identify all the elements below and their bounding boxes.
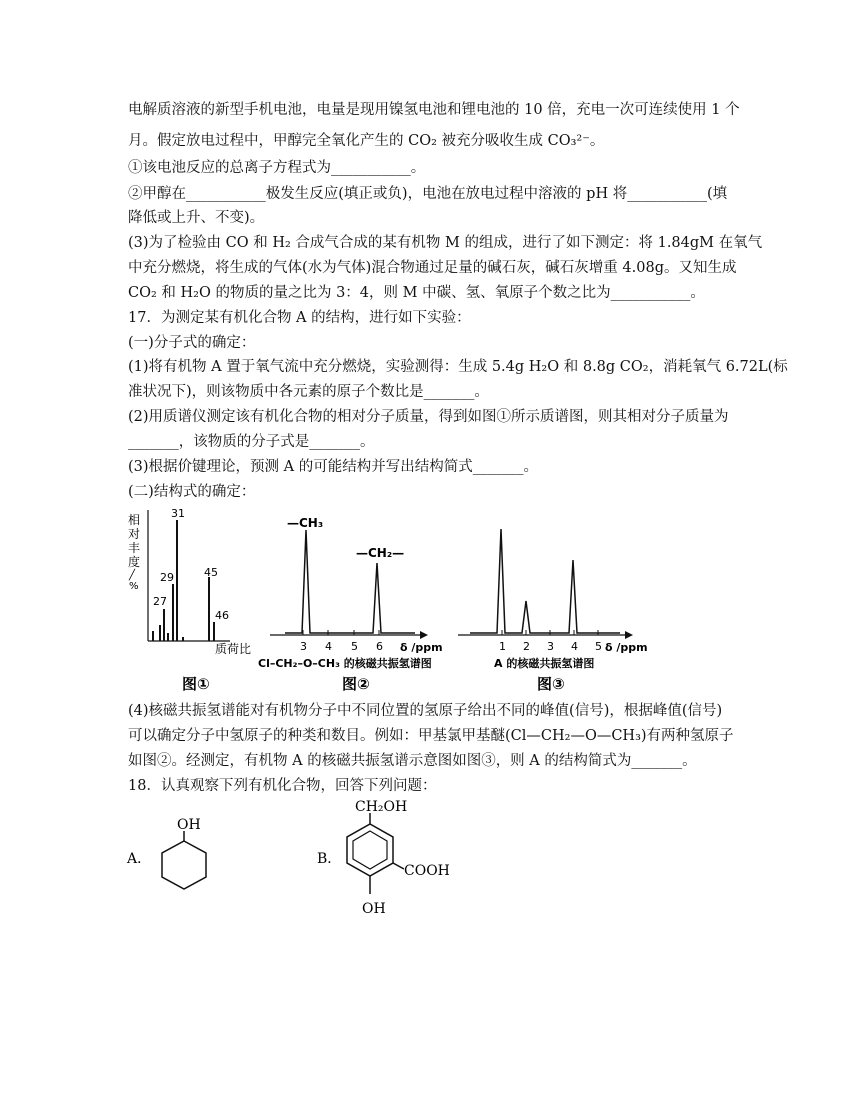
tick-label: 4 [325, 640, 332, 653]
figure-subtitle: Cl–CH₂–O–CH₃ 的核磁共振氢谱图 [258, 657, 432, 670]
text-line: 如图②。经测定，有机物 A 的核磁共振氢谱示意图如图③，则 A 的结构简式为_______。 [128, 753, 697, 769]
molecule-a [126, 817, 206, 889]
tick-label: 6 [376, 640, 383, 653]
text-line: (4)核磁共振氢谱能对有机物分子中不同位置的氢原子给出不同的峰值(信号)，根据峰值(信号) [128, 703, 723, 719]
tick-label: 3 [547, 640, 554, 653]
ylabel-char: 相 [128, 513, 141, 527]
text-line: (2)用质谱仪测定该有机化合物的相对分子质量，得到如图①所示质谱图，则其相对分子质量为 [128, 409, 729, 425]
text-line: 可以确定分子中氢原子的种类和数目。例如：甲基氯甲基醚(Cl—CH₂—O—CH₃)有两种氢原子 [128, 728, 734, 744]
nmr-trace [470, 529, 620, 633]
ylabel-char: 度 [128, 555, 141, 569]
text-line: _______，该物质的分子式是_______。 [128, 434, 375, 450]
peak-label: 45 [204, 566, 218, 579]
peak-label: 31 [171, 507, 185, 520]
axis-unit: δ /ppm [400, 641, 443, 654]
text-line: ②甲醇在___________极发生反应(填正或负)，电池在放电过程中溶液的 pH 将___________(填 [128, 186, 728, 202]
text-line: (3)为了检验由 CO 和 H₂ 合成气合成的某有机物 M 的组成，进行了如下测定：将 1.84gM 在氧气 [128, 235, 763, 251]
text-line: CO₂ 和 H₂O 的物质的量之比为 3：4，则 M 中碳、氢、氧原子个数之比为___________。 [128, 285, 705, 301]
text-line: 降低或上升、不变)。 [128, 210, 265, 226]
carboxyl-group: COOH [404, 863, 450, 879]
mass-spectrum [128, 507, 251, 693]
nmr-spectrum-2 [258, 516, 443, 693]
ylabel-char: 对 [128, 527, 141, 541]
text-line: 准状况下)，则该物质中各元素的原子个数比是_______。 [128, 384, 489, 400]
tick-label: 3 [300, 640, 307, 653]
spectra-figures [120, 505, 740, 695]
nmr-spectrum-3 [458, 529, 648, 693]
axis-unit: δ /ppm [605, 641, 648, 654]
tick-label: 5 [351, 640, 358, 653]
section-heading: (一)分子式的确定： [128, 335, 256, 351]
text-line: (3)根据价键理论，预测 A 的可能结构并写出结构简式_______。 [128, 459, 538, 475]
benzene-ring [347, 824, 393, 876]
tick-label: 4 [571, 640, 578, 653]
text-line: 电解质溶液的新型手机电池，电量是现用镍氢电池和锂电池的 10 倍，充电一次可连续使用 1 个 [128, 102, 740, 118]
figure-caption: 图② [342, 675, 370, 693]
molecule-structures [120, 795, 480, 925]
peak-label: 29 [160, 571, 174, 584]
x-axis-label: 质荷比 [215, 642, 252, 656]
ylabel-char: ╱ [129, 570, 136, 581]
peak-label: 46 [215, 609, 229, 622]
question-heading: 17．为测定某有机化合物 A 的结构，进行如下实验： [128, 310, 471, 326]
ylabel-char: % [129, 581, 139, 592]
tick-label: 5 [595, 640, 602, 653]
cyclohexane-ring [162, 841, 206, 889]
text-line: ①该电池反应的总离子方程式为___________。 [128, 160, 426, 176]
hydroxyl-group: OH [362, 901, 386, 917]
text-line: (1)将有机物 A 置于氧气流中充分燃烧，实验测得：生成 5.4g H₂O 和 8.8g CO₂，消耗氧气 6.72L(标 [128, 359, 788, 375]
question-heading: 18．认真观察下列有机化合物，回答下列问题： [128, 778, 437, 794]
option-label: B． [317, 851, 342, 867]
section-heading: (二)结构式的确定： [128, 484, 256, 500]
option-label: A． [127, 851, 152, 867]
figure-caption: 图① [182, 675, 210, 693]
ylabel-char: 丰 [128, 541, 141, 555]
figure-subtitle: A 的核磁共振氢谱图 [494, 657, 595, 670]
figure-caption: 图③ [537, 675, 565, 693]
tick-label: 1 [499, 640, 506, 653]
text-line: 月。假定放电过程中，甲醇完全氧化产生的 CO₂ 被充分吸收生成 CO₃²⁻。 [128, 133, 605, 149]
ch2oh-group: CH₂OH [355, 799, 408, 815]
text-line: 中充分燃烧，将生成的气体(水为气体)混合物通过足量的碱石灰，碱石灰增重 4.08g。又知生成 [128, 260, 737, 276]
molecule-b [317, 799, 450, 917]
hydroxyl-group: OH [177, 817, 201, 833]
peak-label: 27 [153, 595, 167, 608]
peak-label: —CH₃ [287, 516, 324, 530]
tick-label: 2 [523, 640, 530, 653]
peak-label: —CH₂— [356, 546, 405, 560]
